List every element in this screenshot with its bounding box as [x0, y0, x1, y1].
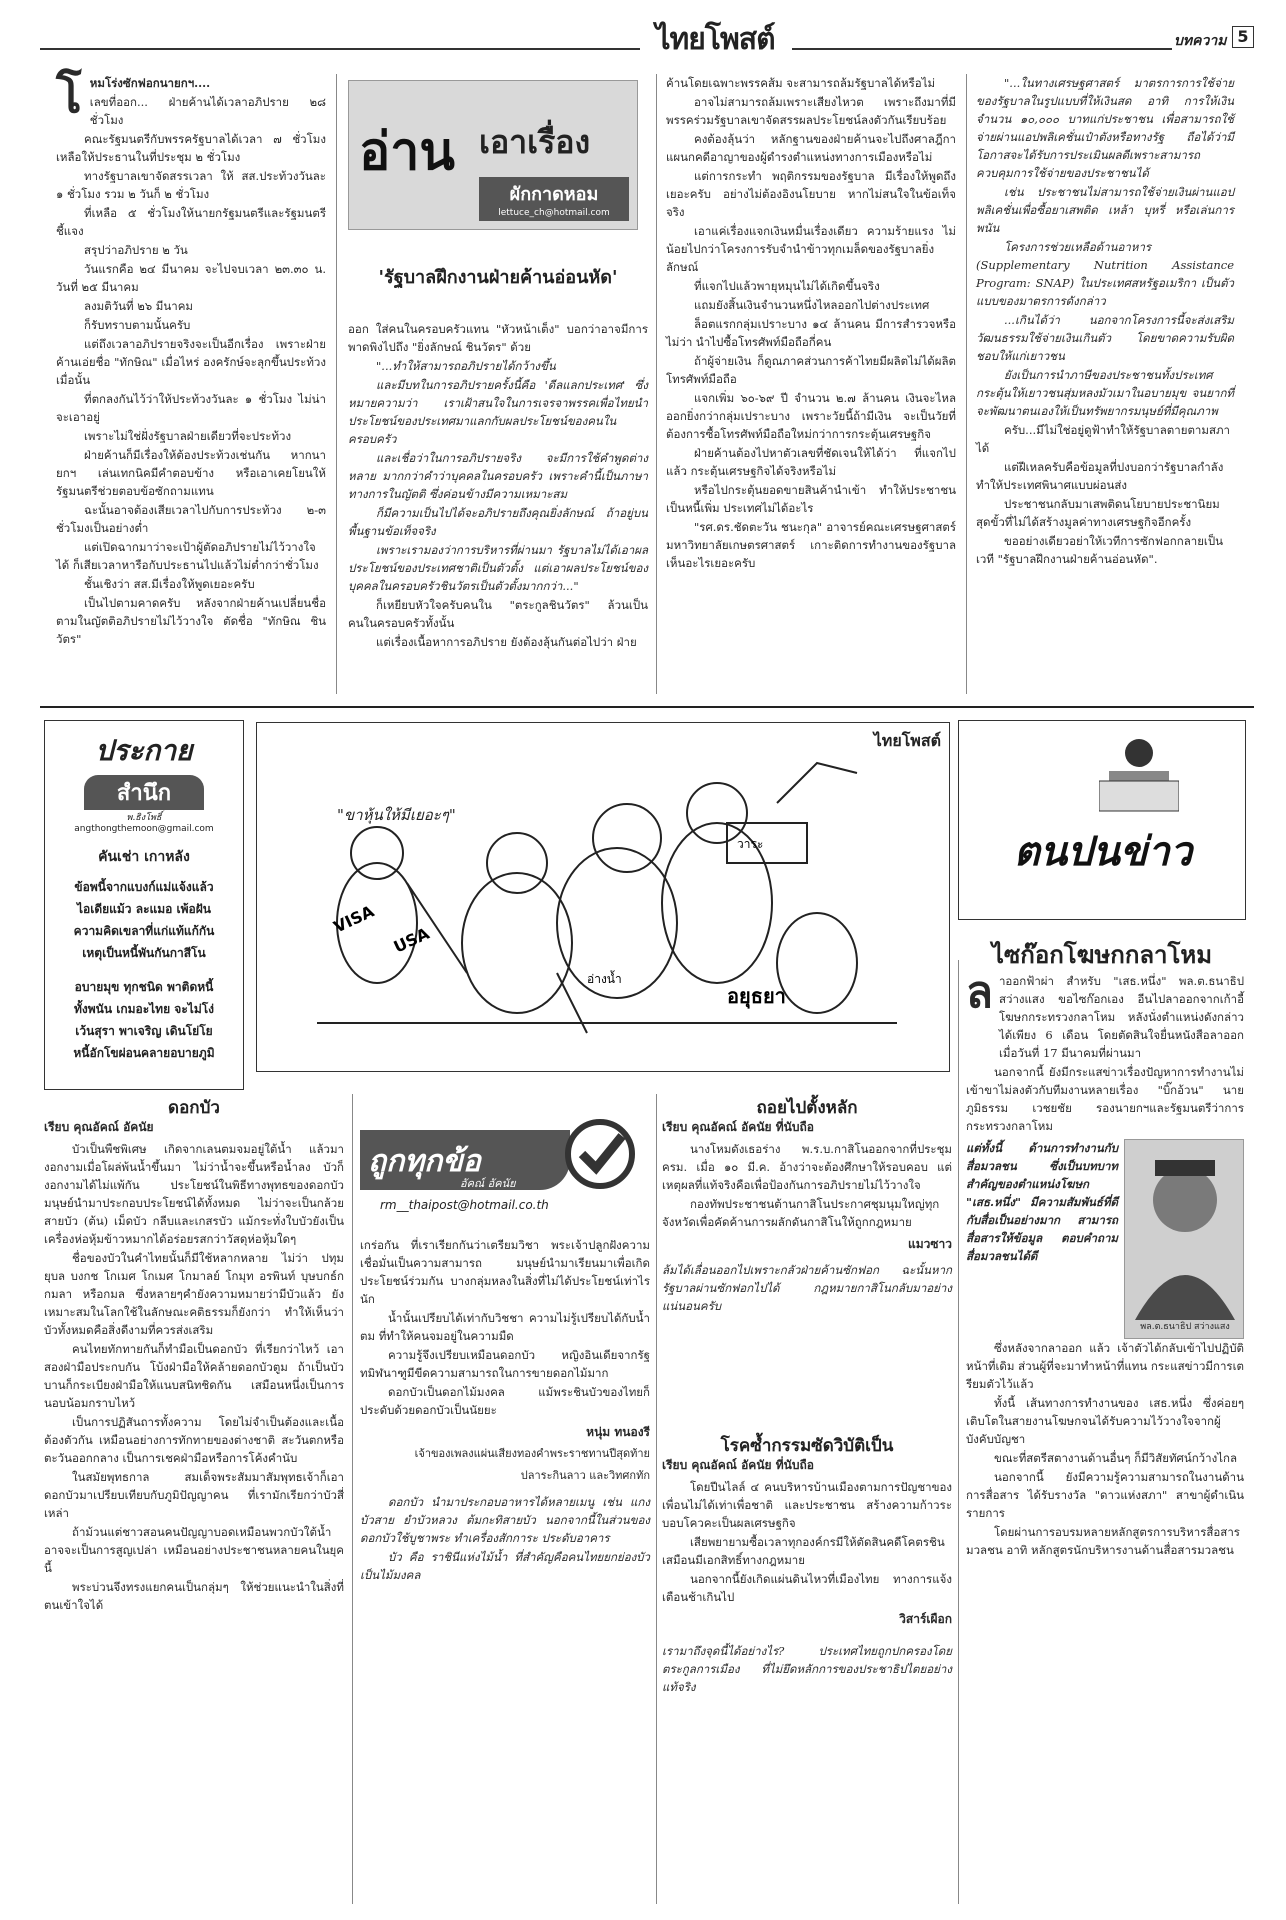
- paragraph: ซึ่งหลังจากลาออก แล้ว เจ้าตัวได้กลับเข้าไปปฏิบัติหน้าที่เดิม ส่วนผู้ที่จะมาทำหน้าที่แทน กระแสข่าวมีการเตรียมตัวไว้แล้ว: [966, 1341, 1244, 1391]
- section-label: บทความ: [1174, 33, 1227, 49]
- portrait-image: [1125, 1140, 1245, 1320]
- paragraph: คนไทยทักทายกันก็ทำมือเป็นดอกบัว ที่เรียกว่าไหว้ เอาสองฝ่ามือประกบกัน โบ้งฝ่ามือให้คล้ายดอกบัวตูม ถ้าเป็นบัวบานก็กระเบียงฝ่ามือให้แนบสนิทชิดกัน เสมือนหนึ่งเป็นการนอบน้อมกราบไหว้: [44, 1342, 344, 1410]
- paragraph: และเชื่อว่าในการอภิปรายจริง จะมีการใช้คำพูดต่างหลาย มากกว่าคำว่าบุคคลในครอบครัว เพราะคำนี้เป็นภาษาทางการในญัตติ ซึ่งค่อนข้างมีความเหมาะสม: [348, 451, 648, 501]
- paragraph: ที่ตกลงกันไว้ว่าให้ประท้วงวันละ ๑ ชั่วโมง ไม่น่าจะเอาอยู่: [56, 392, 326, 424]
- column-divider: [336, 74, 337, 694]
- column-letters: [360, 1236, 650, 1585]
- poem-line: อบายมุข ทุกชนิด พาติดหนี้: [74, 980, 214, 994]
- editorial-cartoon: [256, 722, 950, 1072]
- paragraph: ในสมัยพุทธกาล สมเด็จพระสัมมาสัมพุทธเจ้าก็เอาดอกบัวมาเปรียบเทียบกับภูมิปัญญาคน ที่เรามักเรียกว่าบัวสี่เหล่า: [44, 1470, 344, 1520]
- paragraph: นอกจากนี้ ยังมีกระแสข่าวเรื่องปัญหาการทำงานไม่เข้าขาไม่ลงตัวกับทีมงานหลายเรื่อง "บิ๊กอ้วน" นายภูมิธรรม เวชยชัย รองนายกฯและรัฐมนตรีว่าการกระทรวงกลาโหม: [966, 1065, 1244, 1133]
- column-dokbua: [44, 1116, 344, 1615]
- poem-author: พ.ธิงโพธิ์: [126, 813, 162, 823]
- poem-column-subtitle: สำนึก: [84, 775, 204, 810]
- letters-column-title-box: [360, 1110, 650, 1220]
- paragraph: นอกจากนี้ ยังมีความรู้ความสามารถในงานด้านการสื่อสาร ได้รับรางวัล "ดาวแห่งสภา" สาขาผู้ดำเนินรายการ: [966, 1470, 1244, 1520]
- paragraph: แต่การกระทำ พฤติกรรมของรัฐบาล มีเรื่องให้พูดถึงเยอะครับ อย่างไม่ต้องอิงนโยบาย หากไม่สนใจในข้อเท็จจริง: [666, 169, 956, 219]
- paragraph: ...เกินได้ว่า นอกจากโครงการนี้จะส่งเสริมวัฒนธรรมใช้จ่ายเงินเกินตัว โดยขาดความรับผิดชอบให้แก่เยาวชน: [976, 313, 1234, 363]
- cartoon-logo: ไทยโพสต์: [873, 731, 941, 750]
- byline: เรียบ คุณอัคณ์ อัคนัย ที่นับถือ: [662, 1458, 814, 1472]
- paragraph: ยังเป็นการนำภาษีของประชาชนทั้งประเทศกระตุ้นให้เยาวชนสุ่มหลงมัวเมาในอบายมุข จนยากที่จะพัฒนาตนเองให้เป็นทรัพยากรมนุษย์ที่มีคุณภาพ: [976, 368, 1234, 418]
- paragraph: แต่ถึงเวลาอภิปรายจริงจะเป็นอีกเรื่อง เพราะฝ่ายค้านเอ่ยชื่อ "ทักษิณ" เมื่อไหร่ องครักษ์จะลุกขึ้นประท้วงเมื่อนั้น: [56, 337, 326, 387]
- paragraph: เลขที่ออก... ฝ่ายค้านได้เวลาอภิปราย ๒๘ ชั่วโมง: [89, 95, 326, 127]
- poem-column-title: ประกาย: [95, 734, 193, 767]
- paragraph: ดอกบัวเป็นดอกไม้มงคล แม้พระชินบัวของไทยก็ประดับด้วยดอกบัวเป็นนัยยะ: [360, 1385, 650, 1417]
- poem-line: เว้นสุรา พาเจริญ เดินโย่โย: [75, 1024, 213, 1038]
- column-divider: [958, 960, 959, 1904]
- byline: เรียบ คุณอัคณ์ อัคนัย ที่นับถือ: [662, 1120, 814, 1134]
- page-number: 5: [1232, 26, 1254, 48]
- article-title-dokbua: ดอกบัว: [168, 1098, 220, 1118]
- paragraph: ที่เหลือ ๕ ชั่วโมงให้นายกรัฐมนตรีและรัฐมนตรีชี้แจง: [56, 206, 326, 238]
- article-title-roksam: โรคซ้ำกรรมซัดวิบัติเป็น: [720, 1436, 894, 1456]
- paragraph: "...ทำให้สามารถอภิปรายได้กว้างขึ้น: [376, 359, 556, 373]
- paragraph: ถ้าผู้จ่ายเงิน ก็ดูณภาคส่วนการค้าไทยมีผลิตไม่ได้ผลิตโทรศัพท์มือถือ: [666, 354, 956, 386]
- paragraph: ออก ใส่คนในครอบครัวแทน "หัวหน้าเต็ง" บอกว่าอาจมีการพาดพิงไปถึง "ยิ่งลักษณ์ ชินวัตร" ด้วย: [348, 322, 648, 354]
- footnote: ล้มได้เลื่อนออกไปเพราะกลัวฝ่ายค้านซักฟอก ฉะนั้นหากรัฐบาลผ่านซักฟอกไปได้ กฎหมายกาสิโนกลับมาอย่างแน่นอนครับ: [662, 1263, 952, 1313]
- poem-line: ข้อพนี้จากแบงก์แม่แจ้งแล้ว: [74, 880, 214, 894]
- paragraph: โดยปีนไลล์ ๔ คนบริหารบ้านเมืองตามการปัญชาของเพื่อนไม่ได้เท่าเพื่อชาติ และประชาชน สร้างความก้าวระบอบโควคะเป็นผลเศรษฐกิจ: [662, 1480, 952, 1530]
- drop-cap: ล: [966, 967, 993, 1018]
- paragraph: แจกเพิ่ม ๖๐-๖๙ ปี จำนวน ๒.๗ ล้านคน เงินจะไหลออกยิ่งกว่ากลุ่มเปราะบาง เพราะวัยนี้ถ้ามีเงิน จะเป็นวัยที่ต้องการซื้อโทรศัพท์มือถือใหม่กว่าการกระตุ้นเศรษฐกิจ: [666, 391, 956, 441]
- gossip-headline: ไซก๊อกโฆษกกลาโหม: [991, 941, 1213, 969]
- poem-box: [44, 720, 244, 1090]
- paragraph: บัวเป็นพืชพิเศษ เกิดจากเลนตมจมอยู่ใต้น้ำ แล้วมางอกงามเมื่อโผล่พ้นน้ำขึ้นมา ไม่ว่าน้ำจะขึ้นหรือน้ำลง บัวก็งอกงามได้ไม่แพ้กัน ประโยชน์ในพิธีทางพุทธของดอกบัว มนุษย์นำมาประกอบประโยชน์ได้ทั้งหมด ไม่ว่าจะเป็นกล้วย สายบัว (ต้น) เม็ดบัว กลีบและเกสรบัว แม้กระทั่งใบบัวยังเป็นเครื่องห่อหุ้มข้าวหมากได้อร่อยรสกว่าวัสดุห่อหุ้มใดๆ: [44, 1142, 344, 1246]
- author-email: lettuce_ch@hotmail.com: [498, 208, 610, 218]
- cartoon-label-usa: USA: [390, 923, 433, 957]
- paragraph: ทางรัฐบาลเขาจัดสรรเวลา ให้ สส.ประท้วงวันละ ๑ ชั่วโมง รวม ๒ วันก็ ๒ ชั่วโมง: [56, 169, 326, 201]
- poem-line: เหตุเป็นหนี้พันกันกาสีโน: [82, 946, 206, 960]
- column-divider: [966, 74, 967, 694]
- paragraph: แต่เปิดฉากมาว่าจะเป้าผู้ตัดอภิปรายไม่ไว้วางใจ ได้ ก็เสียเวลาหารือกับประธานไปแล้วไม่ต่ำกว่าชั่วโมง: [56, 540, 319, 572]
- paragraph: คณะรัฐมนตรีกับพรรครัฐบาลได้เวลา ๗ ชั่วโมง เหลือให้ประธานในที่ประชุม ๒ ชั่วโมง: [56, 132, 326, 164]
- paragraph: เอาแค่เรื่องแจกเงินหมื่นเรื่องเดียว ความร้ายแรง ไม่น้อยไปกว่าโครงการรับจำนำข้าวทุกเมล็ดของรัฐบาลยิ่งลักษณ์: [666, 224, 956, 274]
- paragraph: เกร่อกัน ที่เราเรียกกันว่าเตรียมวิชา พระเจ้าปลูกฝังความเชื่อมั่นเป็นความสามารถ มนุษย์นำมาเรียนมาเพื่อเกิดประโยชน์ร่วมกัน บางกลุ่มหลงในสิ่งที่ไม่ได้ประโยชน์เท่าไรนัก: [360, 1238, 650, 1306]
- letters-author: อัคณ์ อัคนัย: [460, 1177, 516, 1190]
- paragraph: "รศ.ดร.ชัดตะวัน ชนะกุล" อาจารย์คณะเศรษฐศาสตร์ มหาวิทยาลัยเกษตรศาสตร์ เกาะติดการทำงานของรัฐบาลเห็นอะไรเยอะครับ: [666, 520, 956, 570]
- paragraph: บัว คือ ราชินีแห่งไม้น้ำ ที่สำคัญคือคนไทยยกย่องบัวเป็นไม้มงคล: [360, 1550, 650, 1582]
- paragraph: ค้านโดยเฉพาะพรรคส้ม จะสามารถล้มรัฐบาลได้หรือไม่: [666, 76, 936, 90]
- paragraph: น้ำนั้นเปรียบได้เท่ากับวิชชา ความไม่รู้เปรียบได้กับน้ำตม ที่ทำให้คนจมอยู่ในความมืด: [360, 1311, 650, 1343]
- gossip-column-title: ตนปนข่าว: [1013, 829, 1193, 875]
- paragraph: ก็รับทราบตามนั้นครับ: [84, 318, 191, 332]
- poem-line: ไอเดียแม้ว ละแมอ เพ้อฝัน: [76, 902, 211, 916]
- paragraph: กองทัพประชาชนต้านกาสิโนประกาศชุมนุมใหญ่ทุกจังหวัดเพื่อคัดค้านการผลักดันกาสิโนให้ถูกกฎหมาย: [662, 1197, 940, 1229]
- poem-line: ความคิดเขลาที่แก่แท้แก้กัน: [73, 924, 215, 938]
- cartoon-speech: "ขาหุ้นให้มีเยอะๆ": [337, 806, 456, 824]
- paragraph: แถมยังสิ้นเงินจำนวนหนึ่งไหลออกไปต่างประเทศ: [694, 298, 930, 312]
- paragraph: นอกจากนี้ยังเกิดแผ่นดินไหวที่เมืองไทย ทางการแจ้งเตือนช้าเกินไป: [662, 1572, 952, 1604]
- photo-caption: พล.ต.ธนาธิป สว่างแสง: [1140, 1322, 1230, 1332]
- paragraph: พระบ่วนจึงทรงแยกคนเป็นกลุ่มๆ ให้ช่วยแนะนำในสิ่งที่ตนเข้าใจได้: [44, 1580, 344, 1612]
- column-thoipai: [662, 1116, 952, 1316]
- paragraph: หรือไปกระตุ้นยอดขายสินค้านำเข้า ทำให้ประชาชนเป็นหนี้เพิ่ม ประเทศไม่ได้อะไร: [666, 483, 956, 515]
- paragraph: นางโหมดังเธอร่าง พ.ร.บ.กาสิโนออกจากที่ประชุม ครม. เมื่อ ๑๐ มี.ค. อ้างว่าจะต้องศึกษาให้รอบคอบ แต่เหตุผลที่แท้จริงคือเพื่อป้องกันการอภิปรายไม่ไว้วางใจ: [662, 1142, 952, 1192]
- section-divider: [40, 706, 1254, 708]
- paragraph: ลงมติวันที่ ๒๖ มีนาคม: [84, 299, 193, 313]
- column-4: [976, 74, 1234, 569]
- column-title-small: เอาเรื่อง: [479, 123, 591, 161]
- paragraph: ชั้นเชิงว่า สส.มีเรื่องให้พูดเยอะครับ: [84, 577, 255, 591]
- paragraph: ประชาชนกลับมาเสพติดนโยบายประชานิยมสุดขั้วที่ไม่ได้สร้างมูลค่าทางเศรษฐกิจอีกครั้ง: [976, 497, 1220, 529]
- paragraph: "...ในทางเศรษฐศาสตร์ มาตรการการใช้จ่ายของรัฐบาลในรูปแบบที่ให้เงินสด อาทิ การให้เงินจำนวน ๑๐,๐๐๐ บาทแก่ประชาชน เพื่อสามารถใช้จ่ายผ่านแอปพลิเคชั่นเป๋าตังหรือทางรัฐ ถือได้ว่ามีโอกาสจะได้รับการประเมินผลดีเพราะสามารถควบคุมการใช้จ่ายของประชาชนได้: [976, 76, 1234, 180]
- paragraph: ดอกบัว นำมาประกอบอาหารได้หลายเมนู เช่น แกงบัวสาย ยำบัวหลวง ต้มกะทิสายบัว นอกจากนี้ในส่วนของดอกบัวใช้บูชาพระ ทำเครื่องสักการะ ประดับอาคาร: [360, 1495, 650, 1545]
- drop-cap: โ: [56, 68, 82, 124]
- column-gossip: [966, 967, 1244, 1560]
- paragraph: ความรู้จึงเปรียบเหมือนดอกบัว หญิงอินเดียจากรัฐทมิฬนาฑูมีขีดความสามารถในการขายดอกไม้มาก: [360, 1348, 650, 1380]
- signature-line: ปลาระกินลาว และวิทศกทัก: [520, 1469, 650, 1482]
- paragraph: าออกฟ้าผ่า สำหรับ "เสธ.หนึ่ง" พล.ต.ธนาธิป สว่างแสง ขอไซก๊อกเอง อีนไปลาออกจากเก้าอี้โฆษกกระทรวงกลาโหม หลังนั่งตำแหน่งดังกล่าวได้เพียง 6 เดือน โดยตัดสินใจยื่นหนังสือลาออกเมื่อวันที่ 17 มีนาคมที่ผ่านมา: [998, 974, 1244, 1060]
- column-mid: [348, 320, 648, 652]
- signature: วิสาร์เผือก: [899, 1612, 952, 1626]
- italic-note: แต่ทั้งนี้ ด้านการทำงานกับสื่อมวลชน ซึ่งเป็นบทบาทสำคัญของตำแหน่งโฆษก "เสธ.หนึ่ง" มีความสัมพันธ์ที่ดีกับสื่อเป็นอย่างมาก สามารถสื่อสารให้ข้อมูล ตอบคำถามสื่อมวลชนได้ดี: [966, 1141, 1118, 1263]
- person-photo: [1124, 1139, 1244, 1339]
- paragraph: วันแรกคือ ๒๔ มีนาคม จะไปจบเวลา ๒๓.๓๐ น. วันที่ ๒๕ มีนาคม: [56, 262, 326, 294]
- paragraph: เพราะไม่ใช่ฝั่งรัฐบาลฝ่ายเดียวที่จะประท้วง: [84, 429, 292, 443]
- paragraph: เสียพยายามซื้อเวลาทุกองค์กรมีให้ตัดสินคดีโคตรชิน เสมือนมีเอกสิทธิ์ทางกฎหมาย: [662, 1535, 945, 1567]
- paragraph: เช่น ประชาชนไม่สามารถใช้จ่ายเงินผ่านแอปพลิเคชั่นเพื่อซื้อยาเสพติด เหล้า บุหรี่ หรือเล่นการพนัน: [976, 185, 1234, 235]
- column-divider: [656, 74, 657, 694]
- lead-text: หมโร่งซักฟอกนายกฯ....: [89, 76, 211, 90]
- paragraph: ก็มีความเป็นไปได้จะอภิปรายถึงคุณยิ่งลักษณ์ ถ้าอยู่บนพื้นฐานข้อเท็จจริง: [348, 506, 648, 538]
- masthead-rule-right: [792, 48, 1172, 50]
- column-title-big: อ่าน: [359, 122, 455, 182]
- paragraph: ครับ...มีไม่ใช่อยู่ดูฟ้าทำให้รัฐบาลตายตามสภาได้: [976, 423, 1231, 455]
- masthead: [40, 20, 1254, 57]
- signature: แมวซาว: [907, 1237, 952, 1251]
- paragraph: โดยผ่านการอบรมหลายหลักสูตรการบริหารสื่อสารมวลชน อาทิ หลักสูตรนักบริหารงานด้านสื่อสารมวลชน: [966, 1525, 1240, 1557]
- checkmark-icon: [560, 1114, 640, 1194]
- byline: เรียบ คุณอัคณ์ อัคนัย: [44, 1120, 154, 1134]
- paragraph: ที่แจกไปแล้วพายุหมุนไม่ได้เกิดขึ้นจริง: [694, 279, 880, 293]
- paragraph: คงต้องลุ้นว่า หลักฐานของฝ่ายค้านจะไปถึงศาลฎีกาแผนกคดีอาญาของผู้ดำรงตำแหน่งทางการเมืองหรือไม่: [666, 132, 956, 164]
- paragraph: ก็เหยียบหัวใจครับคนใน "ตระกูลชินวัตร" ล้วนเป็นคนในครอบครัวทั้งนั้น: [348, 598, 648, 630]
- cartoon-label-sign: วาระ: [737, 837, 764, 851]
- footnote: เรามาถึงจุดนี้ได้อย่างไร? ประเทศไทยถูกปกครองโดยตระกูลการเมือง ที่ไม่ยึดหลักการของประชาธิปไตยอย่างแท้จริง: [662, 1644, 952, 1694]
- paragraph: และมีบทในการอภิปรายครั้งนี้คือ 'ดีลแลกประเทศ' ซึ่งหมายความว่า เราเฝ้าสนใจในการเจรจาพรรคเพื่อไทยนำประโยชน์ของประเทศมาแลกกับผลประโยชน์ของคนในครอบครัว: [348, 378, 648, 446]
- paragraph: ขณะที่สตรีสตางานด้านอื่นๆ ก็มีวิสัยทัศน์กว้างไกล: [994, 1451, 1238, 1465]
- paragraph: ถ้าม้วนแต่ชาวสอนคนปัญญาบอดเหมือนพวกบัวใต้น้ำอาจจะเป็นการสูญเปล่า เหมือนอย่างประชาชนหลายคนในยุคนี้: [44, 1525, 344, 1575]
- paragraph: ชื่อของบัวในคำไทยนั้นก็มีใช้หลากหลาย ไม่ว่า ปทุม ยุบล บงกช โกเมศ โกเมศ โกมาลย์ โกมุท อรพินท์ บุษบกธ์ก กมลา หรือกมล ซึ่งหลายๆคำยังความหมายว่ามีบัวแล้ว ยังเหมาะสมในโลกใช้ในลักษณะคติธรรมก็ยังกว่า ทำให้เห็นว่าบัวทั้งหมดคือสิ่งดีงามที่ควรส่งเสริม: [44, 1251, 344, 1337]
- columnist-illustration: [1099, 731, 1179, 821]
- column-divider: [352, 1094, 353, 1904]
- paragraph: เป็นไปตามคาดครับ หลังจากฝ่ายค้านเปลี่ยนชื่อตามในญัตติอภิปรายไม่ไว้วางใจ ตัดชื่อ "ทักษิณ ชินวัตร": [56, 596, 326, 646]
- column-roksam: [662, 1454, 952, 1697]
- poem-line: ทั้งพนัน เกมอะไทย จะไม่โง่: [73, 1002, 215, 1016]
- letters-email: rm__thaipost@hotmail.co.th: [380, 1198, 549, 1212]
- paragraph: แต่ฝีเหลครับคือข้อมูลที่ปงบอกว่ารัฐบาลกำลังทำให้ประเทศพินาศแบบผ่อนส่ง: [976, 460, 1224, 492]
- poem-title: คันเช่า เกาหลัง: [98, 849, 190, 865]
- cartoon-drawing: [257, 723, 951, 1073]
- paragraph: ล็อตแรกกลุ่มเปราะบาง ๑๔ ล้านคน มีการสำรวจหรือไม่ว่า นำไปซื้อโทรศัพท์มือถือกี่คน: [666, 317, 956, 349]
- column-3: [666, 74, 956, 573]
- masthead-rule-left: [40, 48, 640, 50]
- cartoon-label-ban: อยุธยา: [727, 984, 786, 1008]
- masthead-logo: ไทยโพสต์: [655, 22, 775, 57]
- signature: หนุ่ม ทนองรี: [586, 1425, 650, 1439]
- paragraph: ทั้งนี้ เส้นทางการทำงานของ เสธ.หนึ่ง ซึ่งค่อยๆ เติบโตในสายงานโฆษกจนได้รับความไว้วางใจจากผู้บังคับบัญชา: [966, 1396, 1244, 1446]
- poem-line: หนี้อักโขผ่อนคลายอบายภูมิ: [73, 1046, 215, 1060]
- paragraph: ขออย่างเดียวอย่าให้เวทีการซักฟอกกลายเป็นเวที "รัฐบาลฝึกงานฝ่ายค้านอ่อนหัด".: [976, 534, 1224, 566]
- column-title-box: [348, 80, 638, 230]
- author-box: [479, 177, 629, 221]
- column-divider: [656, 1094, 657, 1904]
- paragraph: แต่เรื่องเนื้อหาการอภิปราย ยังต้องลุ้นกันต่อไปว่า ฝ่าย: [376, 635, 637, 649]
- paragraph: โครงการช่วยเหลือด้านอาหาร (Supplementary Nutrition Assistance Program: SNAP) ในประเทศสหรัฐอเมริกา เป็นตัวแบบของมาตรการดังกล่าว: [976, 240, 1234, 308]
- paragraph: เป็นการปฏิสันถารทั้งความ โดยไม่จำเป็นต้องและเนื้อต้องตัวกัน เหมือนอย่างการทักทายของต่างชาติ สะวันตกหรือตะวันออกกลาง เป็นการเชคฝ่ามือหรือการโค้งคำนับ: [44, 1415, 344, 1465]
- cartoon-label-vessel: อ่างน้ำ: [587, 972, 622, 986]
- paragraph: ฝ่ายค้านต้องไปหาตัวเลขที่ชัดเจนให้ได้ว่า ที่แจกไปแล้ว กระตุ้นเศรษฐกิจได้จริงหรือไม่: [666, 446, 956, 478]
- gossip-column-header: [958, 720, 1246, 920]
- paragraph: เพราะเรามองว่าการบริหารที่ผ่านมา รัฐบาลไม่ได้เอาผลประโยชน์ของประเทศชาติเป็นตัวตั้ง แต่เอาผลประโยชน์ของบุคคลในครอบครัวชินวัตรเป็นตัวตั้งมากกว่า...": [348, 543, 648, 593]
- paragraph: อาจไม่สามารถล้มเพราะเสียงไหวต เพราะถึงมาที่มีพรรคร่วมรัฐบาลเขาจัดสรรผลประโยชน์ลงตัวกันเรียบร้อย: [666, 95, 956, 127]
- poem-email: angthongthemoon@gmail.com: [74, 824, 214, 834]
- article-headline: 'รัฐบาลฝึกงานฝ่ายค้านอ่อนหัด': [378, 267, 618, 288]
- column-left: [56, 68, 326, 649]
- article-title-thoipai: ถอยไปตั้งหลัก: [756, 1098, 858, 1118]
- letters-column-title: ถูกทุกข้อ: [368, 1144, 481, 1179]
- signature-line: เจ้าของเพลงแผ่นเสียงทองคำพระราชทานปีสุดท้าย: [414, 1447, 650, 1460]
- cartoon-label-visa: VISA: [330, 901, 377, 937]
- author-name: ผักกาดหอม: [509, 184, 599, 205]
- paragraph: ฉะนั้นอาจต้องเสียเวลาไปกับการประท้วง ๒-๓ ชั่วโมงเป็นอย่างต่ำ: [56, 503, 326, 535]
- paragraph: สรุปว่าอภิปราย ๒ วัน: [84, 243, 188, 257]
- paragraph: ฝ่ายค้านก็มีเรื่องให้ต้องประท้วงเช่นกัน หากนายกฯ เล่นเทกนิคมีคำตอบข้าง หรือเอาเคยโยนให้รัฐมนตรีช่วยตอบข้อซักถามแทน: [56, 448, 326, 498]
